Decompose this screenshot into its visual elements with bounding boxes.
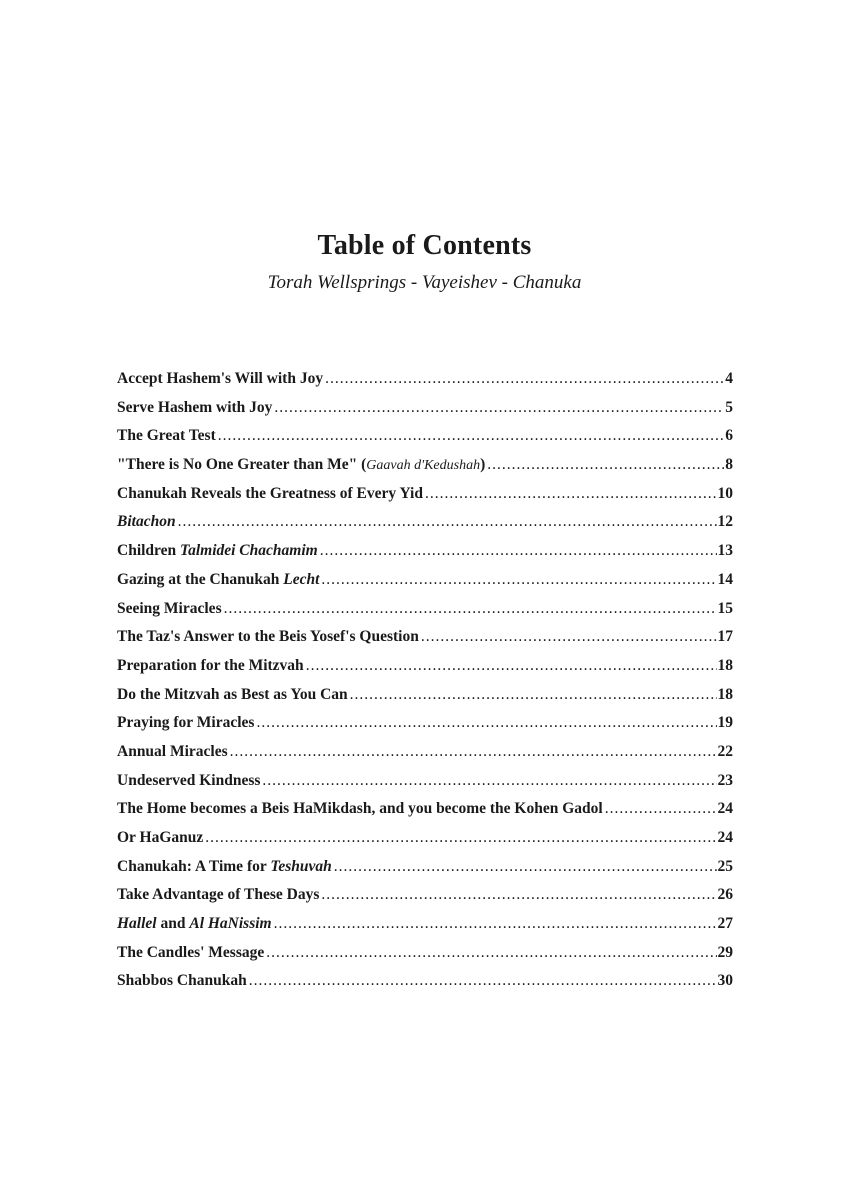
dot-leader [605, 800, 717, 818]
toc-entry-page-number: 22 [717, 742, 733, 760]
toc-entry-page-number: 6 [725, 427, 733, 445]
dot-leader [266, 944, 716, 962]
toc-entry[interactable] [117, 944, 733, 973]
toc-entry[interactable] [117, 858, 733, 887]
toc-entry-title-part: The Candles' Message [117, 943, 265, 961]
toc-entry-page-number: 19 [717, 714, 733, 732]
toc-entry-title [117, 399, 272, 417]
toc-entry[interactable] [117, 800, 733, 829]
toc-entry[interactable] [117, 513, 733, 542]
dot-leader [274, 399, 724, 417]
toc-entry-title-part: Shabbos Chanukah [117, 972, 247, 990]
toc-entry-title [117, 915, 272, 933]
toc-entry-page-number: 29 [717, 943, 733, 961]
toc-entry[interactable] [117, 714, 733, 743]
toc-entry-page-number: 24 [717, 800, 733, 818]
toc-entry-title-part: Talmidei Chachamim [180, 542, 318, 560]
toc-entry-page-number: 15 [717, 599, 733, 617]
toc-entry-page-number: 4 [725, 370, 733, 387]
toc-entry[interactable] [117, 600, 733, 629]
toc-entry[interactable] [117, 542, 733, 571]
toc-entry-title-part: Lecht [283, 570, 320, 588]
toc-entry-title [117, 427, 216, 445]
toc-entry-page-number: 10 [717, 484, 733, 502]
dot-leader [487, 456, 724, 474]
toc-entry-title [117, 743, 228, 761]
toc-entry-title-part: Bitachon [117, 513, 176, 531]
toc-entry-page-number: 24 [717, 829, 733, 846]
dot-leader [325, 370, 724, 388]
toc-entry-title-part: Annual Miracles [117, 742, 228, 760]
toc-entry-title-part: Praying for Miracles [117, 714, 255, 732]
toc-entry-title-part: Accept Hashem's Will with Joy [117, 370, 324, 387]
toc-entry-title [117, 657, 304, 675]
toc-entry-page-number: 18 [717, 685, 733, 703]
toc-entry-title-part: Gazing at the Chanukah [117, 570, 284, 588]
toc-entry-title-part: Do the Mitzvah as Best as You Can [117, 685, 348, 703]
toc-entry-title [117, 829, 203, 847]
toc-entry[interactable] [117, 370, 733, 399]
dot-leader [306, 657, 717, 675]
toc-entry-title-part: Undeserved Kindness [117, 771, 261, 789]
toc-entry-title [117, 485, 423, 503]
toc-entry-title-part: The Great Test [117, 427, 216, 445]
toc-entry-title [117, 944, 264, 962]
dot-leader [350, 686, 717, 704]
dot-leader [256, 714, 716, 732]
dot-leader [274, 915, 717, 933]
toc-entry[interactable] [117, 485, 733, 514]
toc-entry-title-part: Chanukah: A Time for [117, 857, 271, 875]
toc-entry-page-number: 23 [717, 771, 733, 789]
toc-entry-page-number: 13 [717, 542, 733, 560]
dot-leader [262, 772, 716, 790]
toc-entry-title-part: Teshuvah [270, 857, 332, 875]
toc-entry-title [117, 571, 319, 589]
toc-entry-page-number: 25 [717, 857, 733, 875]
toc-entry-title [117, 858, 332, 876]
toc-entry-title-part: Serve Hashem with Joy [117, 398, 273, 416]
dot-leader [334, 858, 717, 876]
dot-leader [205, 829, 716, 847]
toc-entry[interactable] [117, 972, 733, 1001]
toc-entry-title [117, 370, 323, 388]
toc-entry-title-part: Gaavah d'Kedushah [366, 458, 481, 474]
toc-entry-title [117, 542, 318, 560]
dot-leader [178, 513, 717, 531]
toc-entry-page-number: 14 [717, 570, 733, 588]
toc-entry-title-part: Seeing Miracles [117, 599, 222, 617]
toc-entry-page-number: 8 [725, 456, 733, 474]
toc-entry[interactable] [117, 772, 733, 801]
toc-entry[interactable] [117, 886, 733, 915]
toc-entry-title-part: "There is No One Greater than Me" ( [117, 456, 367, 474]
toc-entry-title [117, 628, 419, 646]
toc-entry-title-part: Take Advantage of These Days [117, 886, 320, 904]
toc-entry-title [117, 456, 485, 474]
toc-entry-page-number: 17 [717, 628, 733, 646]
toc-entry[interactable] [117, 686, 733, 715]
toc-entry[interactable] [117, 456, 733, 485]
toc-entry-title [117, 772, 260, 790]
page-title: Table of Contents [317, 230, 532, 261]
toc-entry[interactable] [117, 571, 733, 600]
dot-leader [321, 886, 716, 904]
dot-leader [224, 600, 717, 618]
toc-entry-title [117, 513, 176, 531]
toc-entry-page-number: 30 [717, 972, 733, 990]
toc-entry-title [117, 886, 319, 904]
toc-entry-title [117, 600, 222, 618]
dot-leader [321, 571, 716, 589]
toc-entry-page-number: 18 [717, 656, 733, 674]
page-subtitle: Torah Wellsprings - Vayeishev - Chanuka [267, 272, 582, 293]
dot-leader [421, 628, 717, 646]
toc-entry-title-part: Children [117, 542, 181, 560]
toc-entry-title-part: ) [480, 456, 486, 474]
toc-entry[interactable] [117, 657, 733, 686]
table-of-contents [117, 370, 733, 1001]
toc-entry[interactable] [117, 915, 733, 944]
toc-entry-title [117, 800, 603, 818]
dot-leader [218, 427, 725, 445]
toc-entry[interactable] [117, 743, 733, 772]
toc-entry-title-part: Or HaGanuz [117, 829, 204, 846]
toc-entry-title-part: Preparation for the Mitzvah [117, 656, 304, 674]
toc-entry-title [117, 686, 348, 704]
toc-entry-page-number: 12 [717, 513, 733, 531]
toc-entry-title-part: Hallel [117, 915, 157, 933]
toc-entry[interactable] [117, 628, 733, 657]
toc-entry-title-part: The Home becomes a Beis HaMikdash, and you become the Kohen Gadol [117, 800, 603, 818]
dot-leader [320, 542, 717, 560]
toc-entry[interactable] [117, 427, 733, 456]
toc-entry-title [117, 714, 254, 732]
toc-entry[interactable] [117, 829, 733, 858]
toc-entry-title [117, 972, 247, 990]
toc-entry-title-part: and [156, 915, 190, 933]
dot-leader [230, 743, 717, 761]
toc-entry-page-number: 27 [717, 915, 733, 933]
toc-entry-title-part: The Taz's Answer to the Beis Yosef's Question [117, 628, 419, 646]
toc-entry[interactable] [117, 399, 733, 428]
toc-entry-title-part: Al HaNissim [189, 915, 272, 933]
toc-entry-page-number: 5 [725, 398, 733, 416]
dot-leader [425, 485, 717, 503]
toc-entry-page-number: 26 [717, 886, 733, 904]
toc-entry-title-part: Chanukah Reveals the Greatness of Every Yid [117, 484, 423, 502]
dot-leader [249, 972, 717, 990]
